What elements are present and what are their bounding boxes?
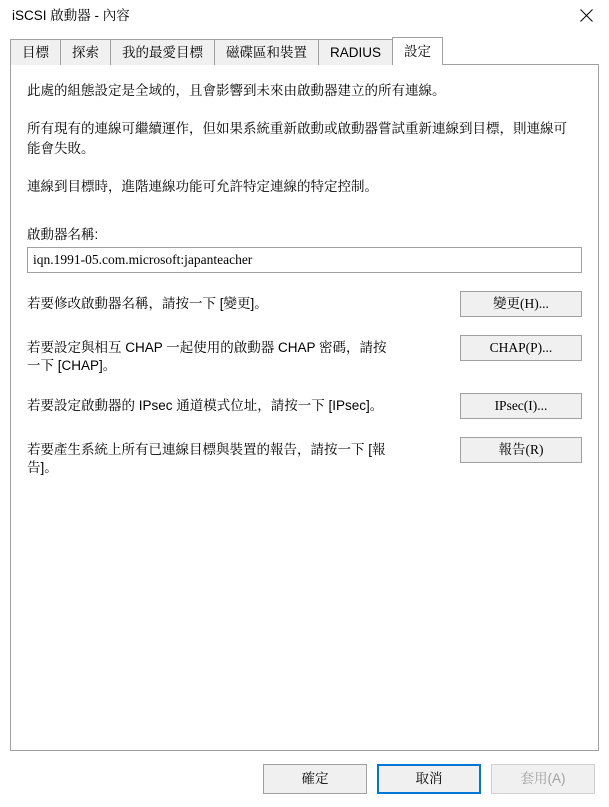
dialog-footer bbox=[0, 751, 609, 807]
change-button[interactable]: 變更(H)... bbox=[460, 291, 582, 317]
tab-strip bbox=[10, 37, 599, 65]
close-icon bbox=[580, 9, 593, 22]
tab-favorite-targets[interactable]: 我的最愛目標 bbox=[110, 39, 215, 65]
initiator-name-label: 啟動器名稱: bbox=[27, 227, 99, 242]
chap-button[interactable]: CHAP(P)... bbox=[460, 335, 582, 361]
ok-button[interactable]: 確定 bbox=[263, 764, 367, 794]
chap-row bbox=[27, 335, 582, 375]
configuration-panel bbox=[10, 65, 599, 751]
apply-button[interactable]: 套用(A) bbox=[491, 764, 595, 794]
report-row bbox=[27, 437, 582, 477]
close-button[interactable] bbox=[563, 0, 609, 31]
ipsec-text: 若要設定啟動器的 IPsec 通道模式位址，請按一下 [IPsec]。 bbox=[27, 398, 384, 413]
config-paragraph-1: 此處的組態設定是全域的，且會影響到未來由啟動器建立的所有連線。 bbox=[27, 83, 446, 98]
report-text: 若要產生系統上所有已連線目標與裝置的報告，請按一下 [報告]。 bbox=[27, 442, 386, 475]
config-paragraph-2: 所有現有的連線可繼續運作，但如果系統重新啟動或啟動器嘗試重新連線到目標，則連線可能會失敗。 bbox=[27, 121, 567, 156]
cancel-button[interactable]: 取消 bbox=[377, 764, 481, 794]
title-bar bbox=[0, 0, 609, 31]
tab-targets[interactable]: 目標 bbox=[10, 39, 61, 65]
ipsec-button[interactable]: IPsec(I)... bbox=[460, 393, 582, 419]
change-name-text: 若要修改啟動器名稱，請按一下 [變更]。 bbox=[27, 296, 268, 311]
tab-configuration[interactable]: 設定 bbox=[392, 37, 443, 65]
change-name-row bbox=[27, 291, 582, 317]
chap-text: 若要設定與相互 CHAP 一起使用的啟動器 CHAP 密碼，請按一下 [CHAP]。 bbox=[27, 340, 387, 373]
report-button[interactable]: 報告(R) bbox=[460, 437, 582, 463]
ipsec-row bbox=[27, 393, 582, 419]
config-paragraph-3: 連線到目標時，進階連線功能可允許特定連線的特定控制。 bbox=[27, 179, 378, 194]
tab-discovery[interactable]: 探索 bbox=[60, 39, 111, 65]
initiator-name-input[interactable] bbox=[27, 247, 582, 273]
window-title: iSCSI 啟動器 - 內容 bbox=[12, 7, 130, 23]
tab-volumes-and-devices[interactable]: 磁碟區和裝置 bbox=[214, 39, 319, 65]
tab-radius[interactable]: RADIUS bbox=[318, 39, 393, 65]
